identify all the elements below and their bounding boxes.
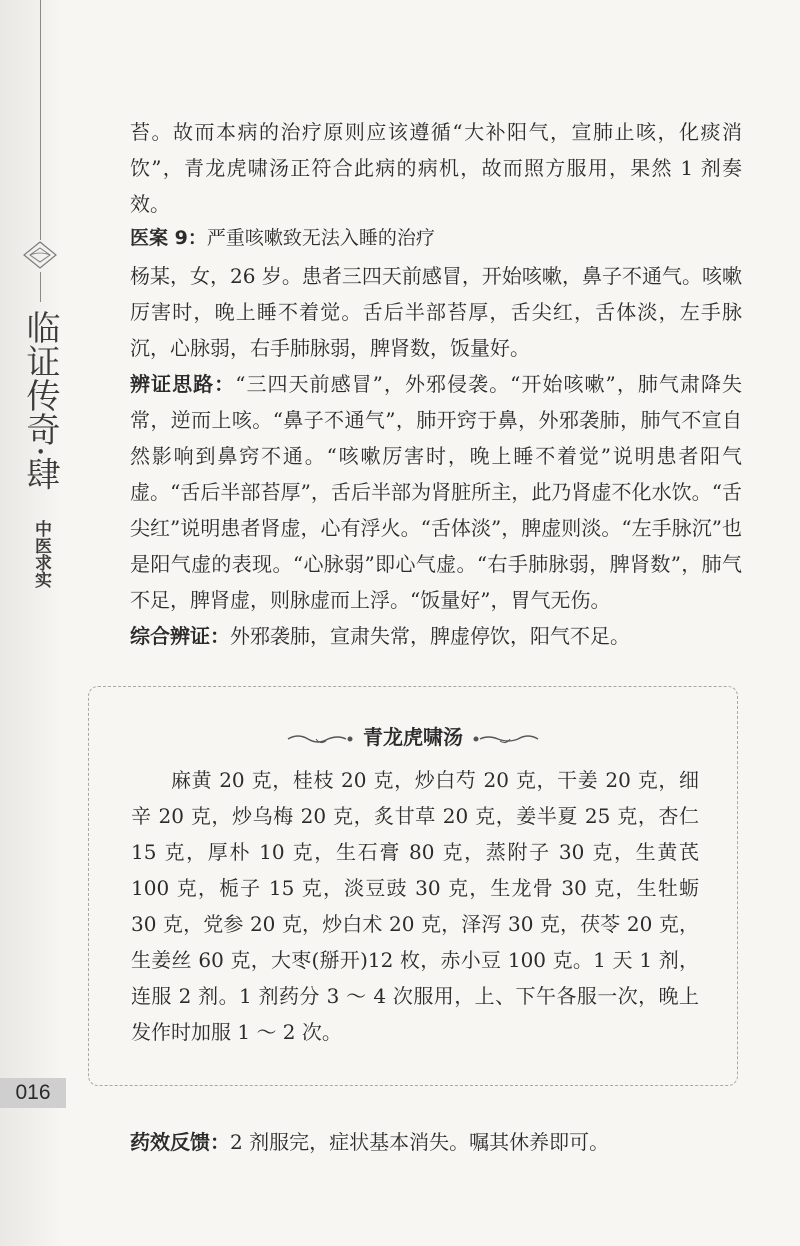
case-title: 严重咳嗽致无法入睡的治疗 [206, 227, 435, 249]
patient-description-text: 杨某，女，26 岁。患者三四天前感冒，开始咳嗽，鼻子不通气。咳嗽厉害时，晚上睡不着觉。舌后半部苔厚，舌尖红，舌体淡，左手脉沉，心脉弱，右手肺脉弱，脾肾数，饭量好。 [130, 264, 742, 360]
margin-band [0, 0, 62, 1246]
patient-description [130, 258, 742, 366]
feedback-paragraph [130, 1124, 742, 1160]
margin-rule [40, 0, 41, 240]
summary-text: 外邪袭肺，宣肃失常，脾虚停饮，阳气不足。 [230, 624, 630, 648]
left-flourish-icon [286, 731, 356, 747]
summary-label: 综合辨证： [130, 624, 230, 648]
book-subtitle: 中医求实 [31, 520, 51, 588]
right-flourish-icon [470, 731, 540, 747]
case-heading [130, 223, 742, 253]
summary-paragraph [130, 618, 742, 654]
case-label: 医案 9： [130, 227, 207, 249]
page-number: 016 [0, 1078, 66, 1108]
book-title: 临证传奇·肆 [20, 310, 60, 491]
prescription-title-row [88, 722, 738, 752]
prescription-text [131, 762, 699, 1050]
feedback-label: 药效反馈： [130, 1130, 230, 1154]
analysis-text: “三四天前感冒”，外邪侵袭。“开始咳嗽”，肺气肃降失常，逆而上咳。“鼻子不通气”，肺开窍于鼻，外邪袭肺，肺气不宣自然影响到鼻窍不通。“咳嗽厉害时，晚上睡不着觉”说明患者阳气虚。“舌后半部苔厚”，舌后半部为肾脏所主，此乃肾虚不化水饮。“舌尖红”说明患者肾虚，心有浮火。“舌体淡”，脾虚则淡。“左手脉沉”也是阳气虚的表现。“心脉弱”即心气虚。“右手肺脉弱，脾肾数”，肺气不足，脾肾虚，则脉虚而上浮。“饭量好”，胃气无伤。 [130, 372, 742, 612]
margin-rule-lower [40, 272, 41, 302]
analysis-paragraph [130, 366, 742, 618]
diamond-ornament-icon [22, 240, 58, 270]
intro-paragraph: 苔。故而本病的治疗原则应该遵循“大补阳气，宣肺止咳，化痰消饮”，青龙虎啸汤正符合此病的病机，故而照方服用，果然 1 剂奏效。 [130, 120, 742, 216]
prescription-title: 青龙虎啸汤 [363, 725, 463, 749]
prescription-body: 麻黄 20 克，桂枝 20 克，炒白芍 20 克，干姜 20 克，细辛 20 克，炒乌梅 20 克，炙甘草 20 克，姜半夏 25 克，杏仁 15 克，厚朴 10 克，生石膏 80 克，蒸附子 30 克，生黄芪 100 克，栀子 15 克，淡豆豉 30 克，生龙骨 30 克，生牡蛎 30 克，党参 20 克，炒白术 20 克，泽泻 30 克，茯苓 20 克，生姜丝 60 克，大枣(掰开)12 枚，赤小豆 100 克。1 天 1 剂，连服 2 剂。1 剂药分 3 ～ 4 次服用，上、下午各服一次，晚上发作时加服 1 ～ 2 次。 [131, 768, 699, 1044]
feedback-text: 2 剂服完，症状基本消失。嘱其休养即可。 [230, 1130, 610, 1154]
analysis-label: 辨证思路： [130, 372, 236, 396]
